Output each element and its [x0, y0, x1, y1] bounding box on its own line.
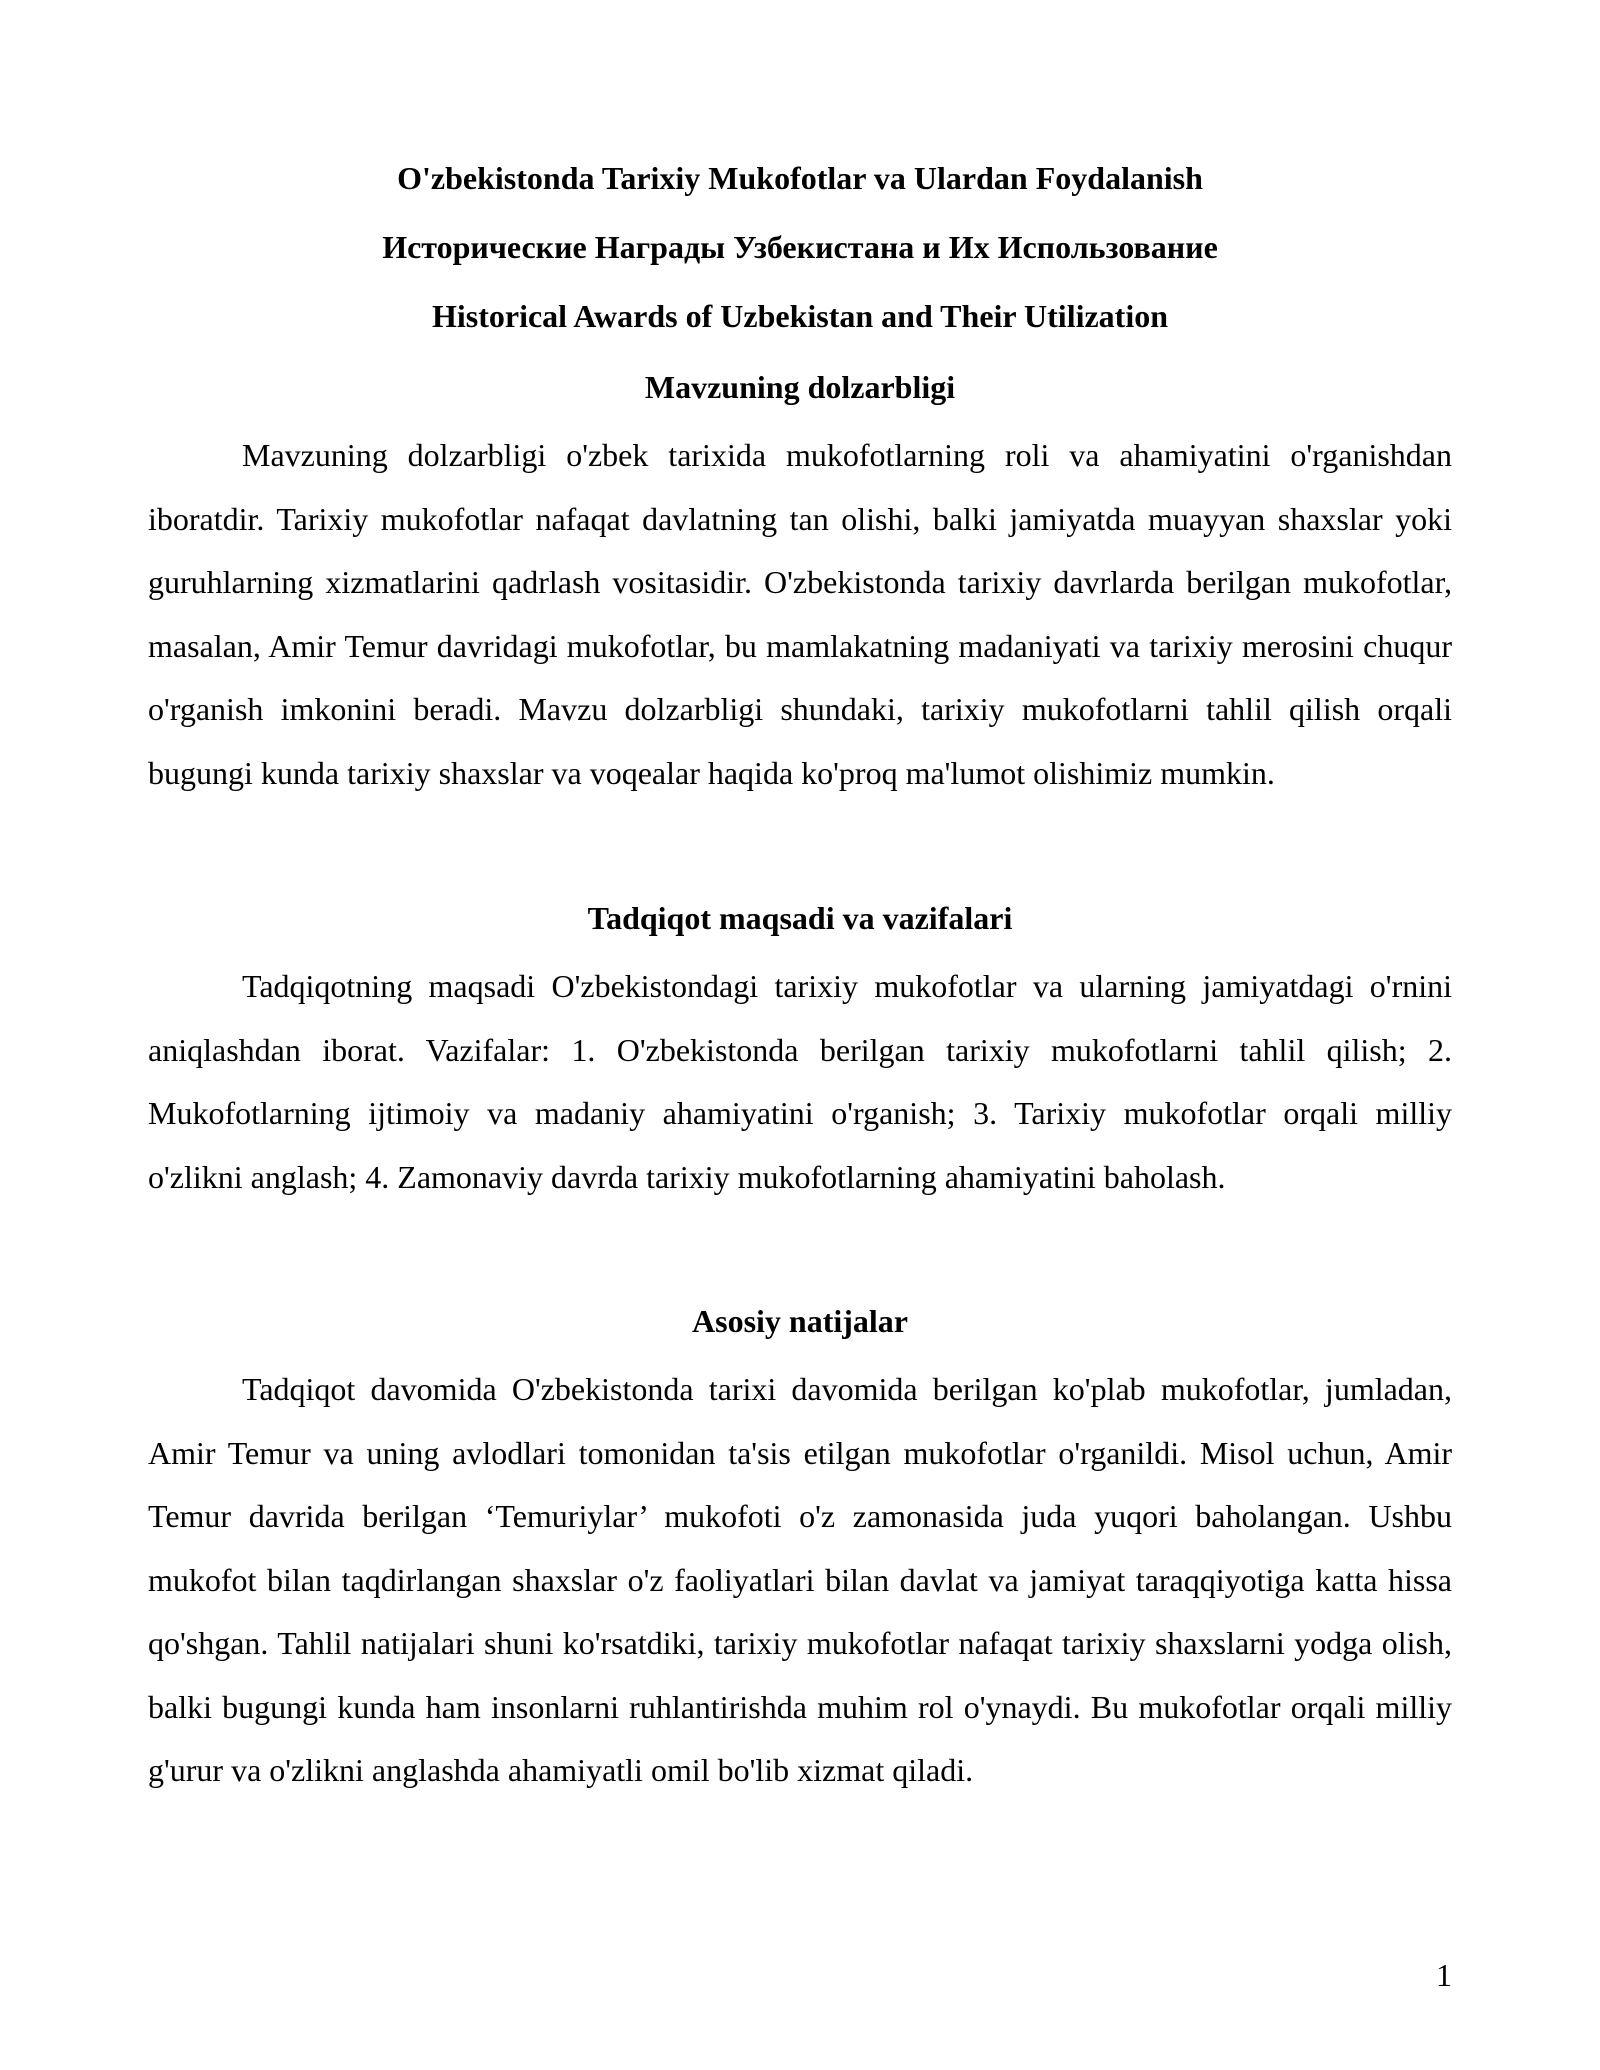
section-results	[148, 1300, 1452, 1803]
section-relevance	[148, 366, 1452, 805]
title-english: Historical Awards of Uzbekistan and Their Utilization	[431, 298, 1169, 334]
section-paragraph: Tadqiqotning maqsadi O'zbekistondagi tarixiy mukofotlar va ularning jamiyatdagi o'rnini aniqlashdan iborat. Vazifalar: 1. O'zbekistonda berilgan tarixiy mukofotlarni tahlil qilish; 2. Mukofotlarning ijtimoiy va madaniy ahamiyatini o'rganish; 3. Tarixiy mukofotlar orqali milliy o'zlikni anglash; 4. Zamonaviy davrda tarixiy mukofotlarning ahamiyatini baholash.	[148, 968, 1452, 1195]
document-page	[148, 0, 1452, 2070]
title-russian: Исторические Награды Узбекистана и Их Использование	[382, 229, 1218, 265]
title-uzbek: O'zbekistonda Tarixiy Mukofotlar va Ulardan Foydalanish	[397, 160, 1203, 196]
section-heading: Asosiy natijalar	[692, 1303, 908, 1339]
section-goals	[148, 897, 1452, 1209]
section-heading: Mavzuning dolzarbligi	[644, 369, 956, 405]
page-number: 1	[1436, 1957, 1452, 1993]
section-heading: Tadqiqot maqsadi va vazifalari	[587, 900, 1013, 936]
section-paragraph: Mavzuning dolzarbligi o'zbek tarixida mukofotlarning roli va ahamiyatini o'rganishdan iboratdir. Tarixiy mukofotlar nafaqat davlatning tan olishi, balki jamiyatda muayyan shaxslar yoki guruhlarning xizmatlarini qadrlash vositasidir. O'zbekistonda tarixiy davrlarda berilgan mukofotlar, masalan, Amir Temur davridagi mukofotlar, bu mamlakatning madaniyati va tarixiy merosini chuqur o'rganish imkonini beradi. Mavzu dolzarbligi shundaki, tarixiy mukofotlarni tahlil qilish orqali bugungi kunda tarixiy shaxslar va voqealar haqida ko'proq ma'lumot olishimiz mumkin.	[148, 437, 1452, 791]
title-block	[148, 144, 1452, 351]
section-paragraph: Tadqiqot davomida O'zbekistonda tarixi davomida berilgan ko'plab mukofotlar, jumladan, Amir Temur va uning avlodlari tomonidan ta'sis etilgan mukofotlar o'rganildi. Misol uchun, Amir Temur davrida berilgan ‘Temuriylar’ mukofoti o'z zamonasida juda yuqori baholangan. Ushbu mukofot bilan taqdirlangan shaxslar o'z faoliyatlari bilan davlat va jamiyat taraqqiyotiga katta hissa qo'shgan. Tahlil natijalari shuni ko'rsatdiki, tarixiy mukofotlar nafaqat tarixiy shaxslarni yodga olish, balki bugungi kunda ham insonlarni ruhlantirishda muhim rol o'ynaydi. Bu mukofotlar orqali milliy g'urur va o'zlikni anglashda ahamiyatli omil bo'lib xizmat qiladi.	[148, 1371, 1452, 1788]
